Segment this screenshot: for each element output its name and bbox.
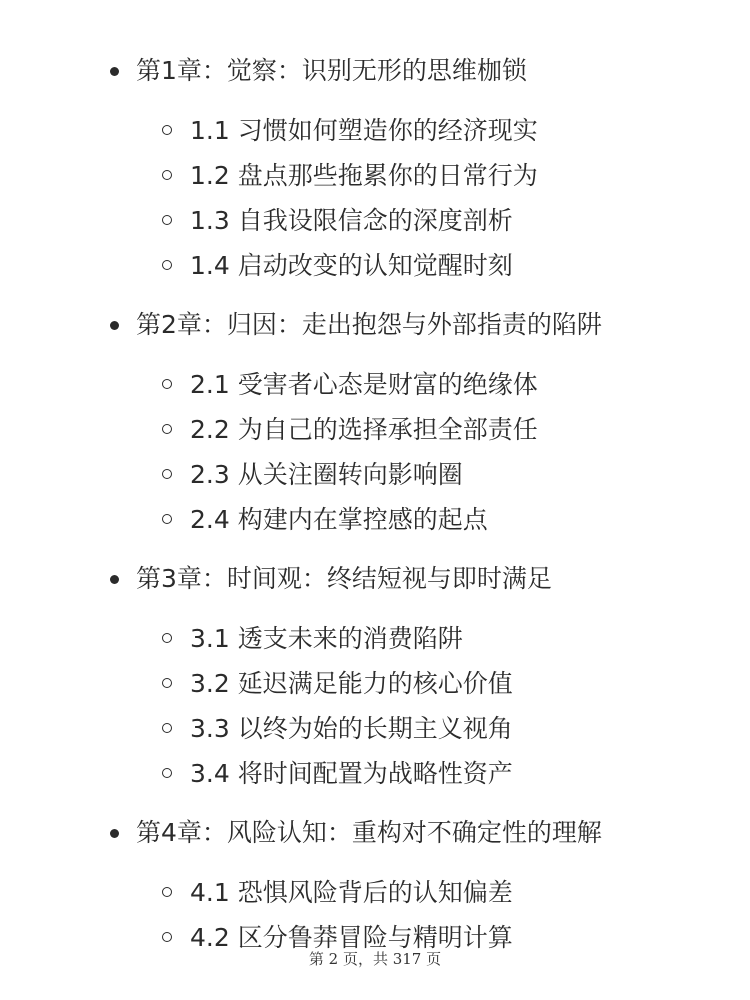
chapter-block	[0, 302, 750, 542]
section-title: 3.2 延迟满足能力的核心价值	[190, 669, 513, 698]
hollow-bullet-icon	[162, 887, 172, 897]
section-item	[0, 362, 750, 407]
bullet-icon	[110, 321, 119, 330]
section-title: 2.4 构建内在掌控感的起点	[190, 505, 488, 534]
section-list	[0, 616, 750, 796]
section-item	[0, 870, 750, 915]
section-item	[0, 452, 750, 497]
bullet-icon	[110, 829, 119, 838]
section-item	[0, 243, 750, 288]
hollow-bullet-icon	[162, 260, 172, 270]
section-title: 2.2 为自己的选择承担全部责任	[190, 415, 538, 444]
hollow-bullet-icon	[162, 469, 172, 479]
table-of-contents	[0, 48, 750, 974]
hollow-bullet-icon	[162, 170, 172, 180]
hollow-bullet-icon	[162, 125, 172, 135]
section-item	[0, 198, 750, 243]
chapter-heading	[0, 302, 750, 348]
hollow-bullet-icon	[162, 379, 172, 389]
chapter-heading	[0, 810, 750, 856]
section-item	[0, 497, 750, 542]
hollow-bullet-icon	[162, 932, 172, 942]
chapter-block	[0, 556, 750, 796]
bullet-icon	[110, 67, 119, 76]
section-title: 1.2 盘点那些拖累你的日常行为	[190, 161, 538, 190]
chapter-title: 第2章：归因：走出抱怨与外部指责的陷阱	[136, 310, 602, 339]
section-title: 3.4 将时间配置为战略性资产	[190, 759, 513, 788]
section-title: 4.1 恐惧风险背后的认知偏差	[190, 878, 513, 907]
section-title: 1.3 自我设限信念的深度剖析	[190, 206, 513, 235]
section-title: 3.1 透支未来的消费陷阱	[190, 624, 463, 653]
bullet-icon	[110, 575, 119, 584]
chapter-heading	[0, 48, 750, 94]
section-item	[0, 616, 750, 661]
chapter-title: 第1章：觉察：识别无形的思维枷锁	[136, 56, 527, 85]
section-title: 2.3 从关注圈转向影响圈	[190, 460, 463, 489]
hollow-bullet-icon	[162, 723, 172, 733]
chapter-block	[0, 48, 750, 288]
hollow-bullet-icon	[162, 768, 172, 778]
section-list	[0, 362, 750, 542]
section-item	[0, 407, 750, 452]
chapter-heading	[0, 556, 750, 602]
section-title: 1.1 习惯如何塑造你的经济现实	[190, 116, 538, 145]
section-title: 2.1 受害者心态是财富的绝缘体	[190, 370, 538, 399]
section-item	[0, 706, 750, 751]
section-item	[0, 751, 750, 796]
hollow-bullet-icon	[162, 424, 172, 434]
hollow-bullet-icon	[162, 514, 172, 524]
section-item	[0, 153, 750, 198]
hollow-bullet-icon	[162, 633, 172, 643]
section-item	[0, 661, 750, 706]
hollow-bullet-icon	[162, 678, 172, 688]
hollow-bullet-icon	[162, 215, 172, 225]
chapter-block	[0, 810, 750, 960]
section-list	[0, 870, 750, 960]
page-number-footer: 第 2 页，共 317 页	[308, 950, 442, 968]
chapter-title: 第3章：时间观：终结短视与即时满足	[136, 564, 552, 593]
section-title: 4.2 区分鲁莽冒险与精明计算	[190, 923, 513, 952]
section-item	[0, 108, 750, 153]
section-title: 1.4 启动改变的认知觉醒时刻	[190, 251, 513, 280]
chapter-title: 第4章：风险认知：重构对不确定性的理解	[136, 818, 602, 847]
section-title: 3.3 以终为始的长期主义视角	[190, 714, 513, 743]
section-list	[0, 108, 750, 288]
